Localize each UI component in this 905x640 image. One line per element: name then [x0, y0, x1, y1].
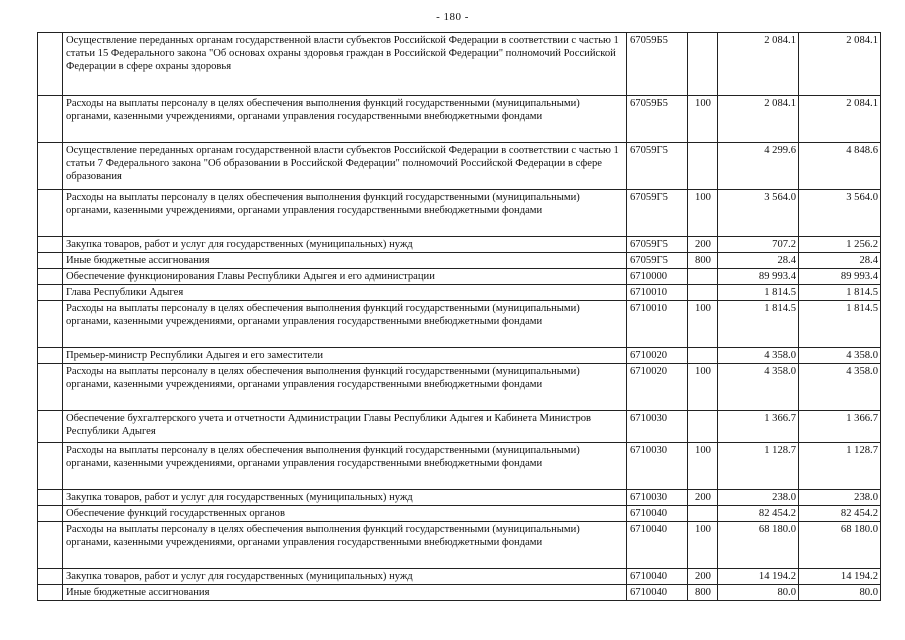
- amount-2-cell: 4 848.6: [799, 143, 881, 190]
- expense-type-cell: 100: [688, 190, 718, 237]
- page-number: - 180 -: [436, 11, 469, 23]
- row-spacer-cell: [38, 490, 63, 506]
- target-code-cell: 6710040: [627, 585, 688, 601]
- target-code-cell: 6710010: [627, 285, 688, 301]
- amount-1-cell: 1 814.5: [718, 285, 799, 301]
- amount-1-cell: 2 084.1: [718, 33, 799, 96]
- target-code-cell: 67059Б5: [627, 96, 688, 143]
- expense-type-cell: [688, 269, 718, 285]
- amount-2-cell: 80.0: [799, 585, 881, 601]
- expense-type-cell: [688, 285, 718, 301]
- target-code-cell: 6710030: [627, 411, 688, 443]
- table-row: [38, 490, 881, 506]
- amount-1-cell: 4 358.0: [718, 364, 799, 411]
- expense-name-cell: Закупка товаров, работ и услуг для государственных (муниципальных) нужд: [63, 237, 627, 253]
- expense-name-cell: Расходы на выплаты персоналу в целях обеспечения выполнения функций государственными (муниципальными) органами, казенными учреждениями, органами управления государственными внебюджетными фондами: [63, 96, 627, 143]
- amount-2-cell: 68 180.0: [799, 522, 881, 569]
- row-spacer-cell: [38, 506, 63, 522]
- table-row: [38, 253, 881, 269]
- budget-table: [37, 32, 881, 601]
- amount-1-cell: 1 366.7: [718, 411, 799, 443]
- expense-name-cell: Расходы на выплаты персоналу в целях обеспечения выполнения функций государственными (муниципальными) органами, казенными учреждениями, органами управления государственными внебюджетными фондами: [63, 364, 627, 411]
- table-row: [38, 364, 881, 411]
- row-spacer-cell: [38, 143, 63, 190]
- expense-type-cell: 100: [688, 96, 718, 143]
- table-row: [38, 411, 881, 443]
- target-code-cell: 6710020: [627, 348, 688, 364]
- expense-type-cell: 800: [688, 585, 718, 601]
- row-spacer-cell: [38, 285, 63, 301]
- expense-type-cell: 100: [688, 301, 718, 348]
- row-spacer-cell: [38, 237, 63, 253]
- amount-2-cell: 2 084.1: [799, 33, 881, 96]
- table-row: [38, 348, 881, 364]
- expense-type-cell: 200: [688, 569, 718, 585]
- expense-type-cell: 200: [688, 237, 718, 253]
- target-code-cell: 6710030: [627, 490, 688, 506]
- table-row: [38, 143, 881, 190]
- amount-2-cell: 14 194.2: [799, 569, 881, 585]
- target-code-cell: 67059Г5: [627, 190, 688, 237]
- amount-2-cell: 4 358.0: [799, 348, 881, 364]
- table-row: [38, 96, 881, 143]
- amount-1-cell: 3 564.0: [718, 190, 799, 237]
- row-spacer-cell: [38, 348, 63, 364]
- amount-2-cell: 82 454.2: [799, 506, 881, 522]
- expense-type-cell: [688, 506, 718, 522]
- amount-2-cell: 1 128.7: [799, 443, 881, 490]
- expense-type-cell: [688, 33, 718, 96]
- table-row: [38, 237, 881, 253]
- row-spacer-cell: [38, 364, 63, 411]
- target-code-cell: 67059Б5: [627, 33, 688, 96]
- amount-2-cell: 1 814.5: [799, 301, 881, 348]
- row-spacer-cell: [38, 585, 63, 601]
- amount-1-cell: 238.0: [718, 490, 799, 506]
- amount-1-cell: 80.0: [718, 585, 799, 601]
- table-row: [38, 569, 881, 585]
- expense-name-cell: Расходы на выплаты персоналу в целях обеспечения выполнения функций государственными (муниципальными) органами, казенными учреждениями, органами управления государственными внебюджетными фондами: [63, 522, 627, 569]
- expense-type-cell: [688, 411, 718, 443]
- amount-2-cell: 1 814.5: [799, 285, 881, 301]
- target-code-cell: 67059Г5: [627, 253, 688, 269]
- expense-name-cell: Иные бюджетные ассигнования: [63, 253, 627, 269]
- expense-name-cell: Осуществление переданных органам государственной власти субъектов Российской Федерации в соответствии с частью 1 статьи 15 Федерального закона "Об основах охраны здоровья граждан в Российской Федерации" полномочий Российской Федерации в сфере охраны здоровья: [63, 33, 627, 96]
- target-code-cell: 6710040: [627, 506, 688, 522]
- expense-name-cell: Расходы на выплаты персоналу в целях обеспечения выполнения функций государственными (муниципальными) органами, казенными учреждениями, органами управления государственными внебюджетными фондами: [63, 190, 627, 237]
- row-spacer-cell: [38, 253, 63, 269]
- amount-2-cell: 4 358.0: [799, 364, 881, 411]
- target-code-cell: 67059Г5: [627, 143, 688, 190]
- target-code-cell: 6710040: [627, 569, 688, 585]
- expense-name-cell: Премьер-министр Республики Адыгея и его заместители: [63, 348, 627, 364]
- expense-type-cell: 800: [688, 253, 718, 269]
- row-spacer-cell: [38, 522, 63, 569]
- table-row: [38, 33, 881, 96]
- expense-type-cell: 100: [688, 522, 718, 569]
- row-spacer-cell: [38, 569, 63, 585]
- amount-2-cell: 1 256.2: [799, 237, 881, 253]
- row-spacer-cell: [38, 301, 63, 348]
- expense-name-cell: Иные бюджетные ассигнования: [63, 585, 627, 601]
- table-row: [38, 190, 881, 237]
- amount-1-cell: 89 993.4: [718, 269, 799, 285]
- amount-1-cell: 68 180.0: [718, 522, 799, 569]
- table-row: [38, 522, 881, 569]
- amount-1-cell: 4 299.6: [718, 143, 799, 190]
- budget-table-body: [38, 33, 881, 601]
- expense-name-cell: Осуществление переданных органам государственной власти субъектов Российской Федерации в соответствии с частью 1 статьи 7 Федерального закона "Об образовании в Российской Федерации" полномочий Российской Федерации в сфере образования: [63, 143, 627, 190]
- row-spacer-cell: [38, 411, 63, 443]
- amount-2-cell: 2 084.1: [799, 96, 881, 143]
- amount-1-cell: 1 128.7: [718, 443, 799, 490]
- amount-2-cell: 3 564.0: [799, 190, 881, 237]
- row-spacer-cell: [38, 443, 63, 490]
- amount-1-cell: 707.2: [718, 237, 799, 253]
- expense-type-cell: 100: [688, 443, 718, 490]
- row-spacer-cell: [38, 269, 63, 285]
- expense-type-cell: [688, 143, 718, 190]
- expense-name-cell: Расходы на выплаты персоналу в целях обеспечения выполнения функций государственными (муниципальными) органами, казенными учреждениями, органами управления государственными внебюджетными фондами: [63, 443, 627, 490]
- amount-1-cell: 14 194.2: [718, 569, 799, 585]
- expense-name-cell: Расходы на выплаты персоналу в целях обеспечения выполнения функций государственными (муниципальными) органами, казенными учреждениями, органами управления государственными внебюджетными фондами: [63, 301, 627, 348]
- expense-name-cell: Глава Республики Адыгея: [63, 285, 627, 301]
- amount-1-cell: 82 454.2: [718, 506, 799, 522]
- target-code-cell: 6710010: [627, 301, 688, 348]
- table-row: [38, 269, 881, 285]
- row-spacer-cell: [38, 96, 63, 143]
- expense-name-cell: Обеспечение функционирования Главы Республики Адыгея и его администрации: [63, 269, 627, 285]
- expense-type-cell: [688, 348, 718, 364]
- expense-type-cell: 200: [688, 490, 718, 506]
- expense-type-cell: 100: [688, 364, 718, 411]
- amount-2-cell: 238.0: [799, 490, 881, 506]
- expense-name-cell: Обеспечение бухгалтерского учета и отчетности Администрации Главы Республики Адыгея и Кабинета Министров Республики Адыгея: [63, 411, 627, 443]
- amount-1-cell: 28.4: [718, 253, 799, 269]
- amount-1-cell: 4 358.0: [718, 348, 799, 364]
- target-code-cell: 6710020: [627, 364, 688, 411]
- amount-1-cell: 2 084.1: [718, 96, 799, 143]
- table-row: [38, 443, 881, 490]
- target-code-cell: 6710000: [627, 269, 688, 285]
- target-code-cell: 6710030: [627, 443, 688, 490]
- amount-1-cell: 1 814.5: [718, 301, 799, 348]
- target-code-cell: 6710040: [627, 522, 688, 569]
- table-row: [38, 301, 881, 348]
- row-spacer-cell: [38, 190, 63, 237]
- expense-name-cell: Закупка товаров, работ и услуг для государственных (муниципальных) нужд: [63, 490, 627, 506]
- table-row: [38, 585, 881, 601]
- row-spacer-cell: [38, 33, 63, 96]
- table-row: [38, 285, 881, 301]
- amount-2-cell: 28.4: [799, 253, 881, 269]
- expense-name-cell: Закупка товаров, работ и услуг для государственных (муниципальных) нужд: [63, 569, 627, 585]
- expense-name-cell: Обеспечение функций государственных органов: [63, 506, 627, 522]
- amount-2-cell: 89 993.4: [799, 269, 881, 285]
- table-row: [38, 506, 881, 522]
- amount-2-cell: 1 366.7: [799, 411, 881, 443]
- target-code-cell: 67059Г5: [627, 237, 688, 253]
